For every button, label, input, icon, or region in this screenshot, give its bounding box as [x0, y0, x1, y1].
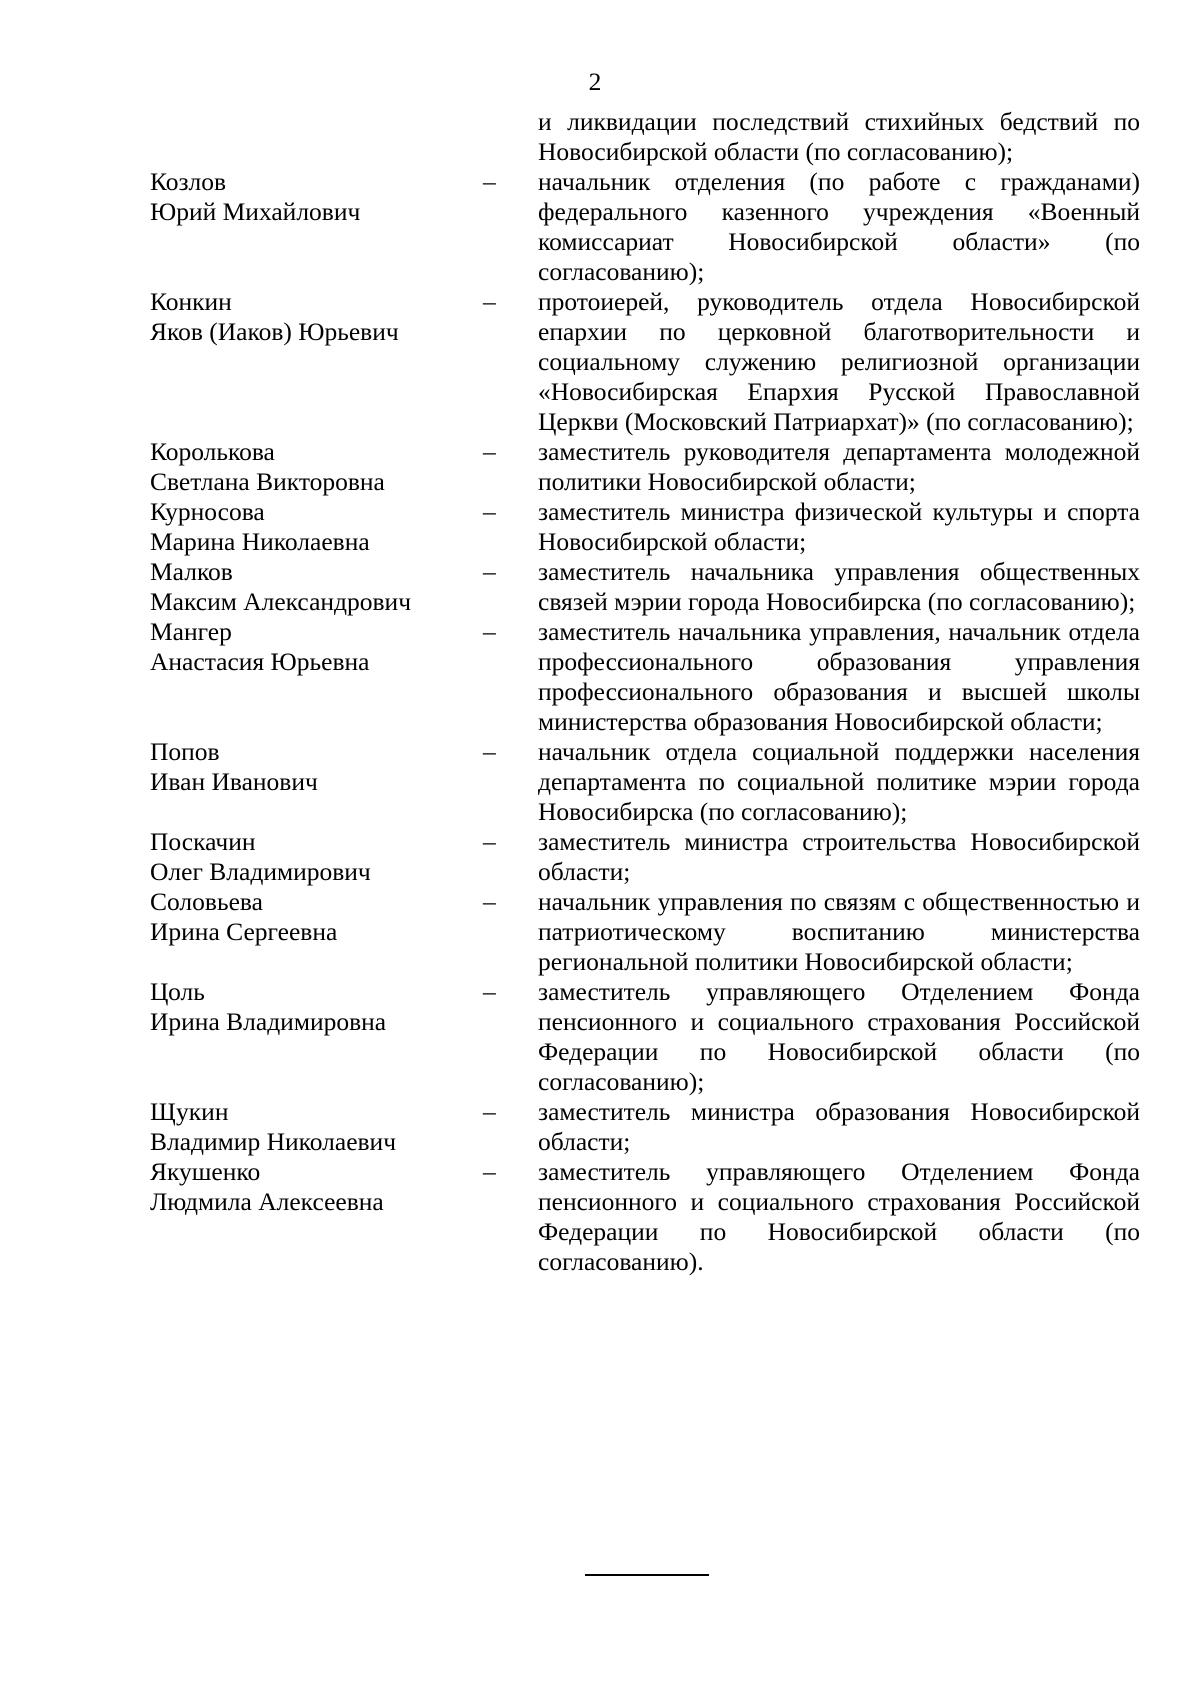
member-role: заместитель руководителя департамента молодежной политики Новосибирской области; — [538, 437, 1140, 496]
member-surname: Королькова — [150, 437, 275, 466]
member-role: заместитель управляющего Отделением Фонда пенсионного и социального страхования Российской Федерации по Новосибирской области (по согласованию). — [538, 1157, 1140, 1276]
member-surname: Конкин — [150, 287, 232, 316]
dash-separator: – — [483, 977, 496, 1006]
member-row — [150, 557, 1140, 617]
member-surname: Малков — [150, 557, 233, 586]
member-name — [150, 167, 483, 227]
member-list — [150, 167, 1140, 1277]
member-role: заместитель начальника управления общественных связей мэрии города Новосибирска (по согласованию); — [538, 557, 1140, 616]
dash-separator: – — [483, 1097, 496, 1126]
member-surname: Поскачин — [150, 827, 256, 856]
member-name — [150, 287, 483, 347]
member-surname: Соловьева — [150, 887, 263, 916]
member-surname: Попов — [150, 737, 220, 766]
member-role: заместитель начальника управления, начальник отдела профессионального образования управления профессионального образования и высшей школы министерства образования Новосибирской области; — [538, 617, 1140, 736]
member-given-names: Людмила Алексеевна — [150, 1187, 384, 1216]
member-name — [150, 617, 483, 677]
member-name — [150, 1157, 483, 1217]
member-row — [150, 497, 1140, 557]
page-number: 2 — [588, 67, 602, 96]
member-row — [150, 1157, 1140, 1277]
member-role: заместитель министра образования Новосибирской области; — [538, 1097, 1140, 1156]
dash-separator: – — [483, 437, 496, 466]
member-surname: Курносова — [150, 497, 265, 526]
member-given-names: Светлана Викторовна — [150, 467, 385, 496]
dash-separator: – — [483, 287, 496, 316]
member-given-names: Анастасия Юрьевна — [150, 647, 370, 676]
dash-separator: – — [483, 737, 496, 766]
member-row — [150, 437, 1140, 497]
member-name — [150, 737, 483, 797]
dash-separator: – — [483, 497, 496, 526]
member-role: начальник управления по связям с общественностью и патриотическому воспитанию министерства региональной политики Новосибирской области; — [538, 887, 1140, 976]
member-name — [150, 497, 483, 557]
member-name — [150, 437, 483, 497]
dash-separator: – — [483, 1157, 496, 1186]
member-surname: Щукин — [150, 1097, 229, 1126]
member-name — [150, 977, 483, 1037]
member-role: начальник отдела социальной поддержки населения департамента по социальной политике мэрии города Новосибирска (по согласованию); — [538, 737, 1140, 826]
dash-separator: – — [483, 557, 496, 586]
end-rule — [585, 1574, 709, 1576]
member-row — [150, 1097, 1140, 1157]
member-role: протоиерей, руководитель отдела Новосибирской епархии по церковной благотворительности и социальному служению религиозной организации «Новосибирская Епархия Русской Православной Церкви (Московский Патриархат)» (по согласованию); — [538, 287, 1140, 436]
dash-separator: – — [483, 167, 496, 196]
member-row — [150, 737, 1140, 827]
member-name — [150, 827, 483, 887]
member-given-names: Владимир Николаевич — [150, 1127, 397, 1156]
member-surname: Козлов — [150, 167, 227, 196]
member-row — [150, 287, 1140, 437]
dash-separator: – — [483, 827, 496, 856]
member-row — [150, 167, 1140, 287]
member-row — [150, 887, 1140, 977]
member-row — [150, 827, 1140, 887]
member-given-names: Юрий Михайлович — [150, 197, 361, 226]
member-row — [150, 617, 1140, 737]
member-name — [150, 557, 483, 617]
member-role: начальник отделения (по работе с гражданами) федерального казенного учреждения «Военный комиссариат Новосибирской области» (по согласованию); — [538, 167, 1140, 286]
member-role: заместитель министра строительства Новосибирской области; — [538, 827, 1140, 886]
member-given-names: Ирина Сергеевна — [150, 917, 338, 946]
member-given-names: Ирина Владимировна — [150, 1007, 387, 1036]
member-name — [150, 887, 483, 947]
member-given-names: Яков (Иаков) Юрьевич — [150, 317, 399, 346]
member-surname: Якушенко — [150, 1157, 261, 1186]
member-row — [150, 977, 1140, 1097]
member-role: заместитель министра физической культуры и спорта Новосибирской области; — [538, 497, 1140, 556]
member-surname: Мангер — [150, 617, 232, 646]
dash-separator: – — [483, 617, 496, 646]
member-name — [150, 1097, 483, 1157]
member-role: заместитель управляющего Отделением Фонда пенсионного и социального страхования Российской Федерации по Новосибирской области (по согласованию); — [538, 977, 1140, 1096]
member-given-names: Максим Александрович — [150, 587, 412, 616]
member-surname: Цоль — [150, 977, 205, 1006]
continuation-text: и ликвидации последствий стихийных бедствий по Новосибирской области (по согласованию); — [538, 107, 1140, 166]
member-given-names: Олег Владимирович — [150, 857, 371, 886]
member-given-names: Иван Иванович — [150, 767, 318, 796]
member-given-names: Марина Николаевна — [150, 527, 370, 556]
dash-separator: – — [483, 887, 496, 916]
